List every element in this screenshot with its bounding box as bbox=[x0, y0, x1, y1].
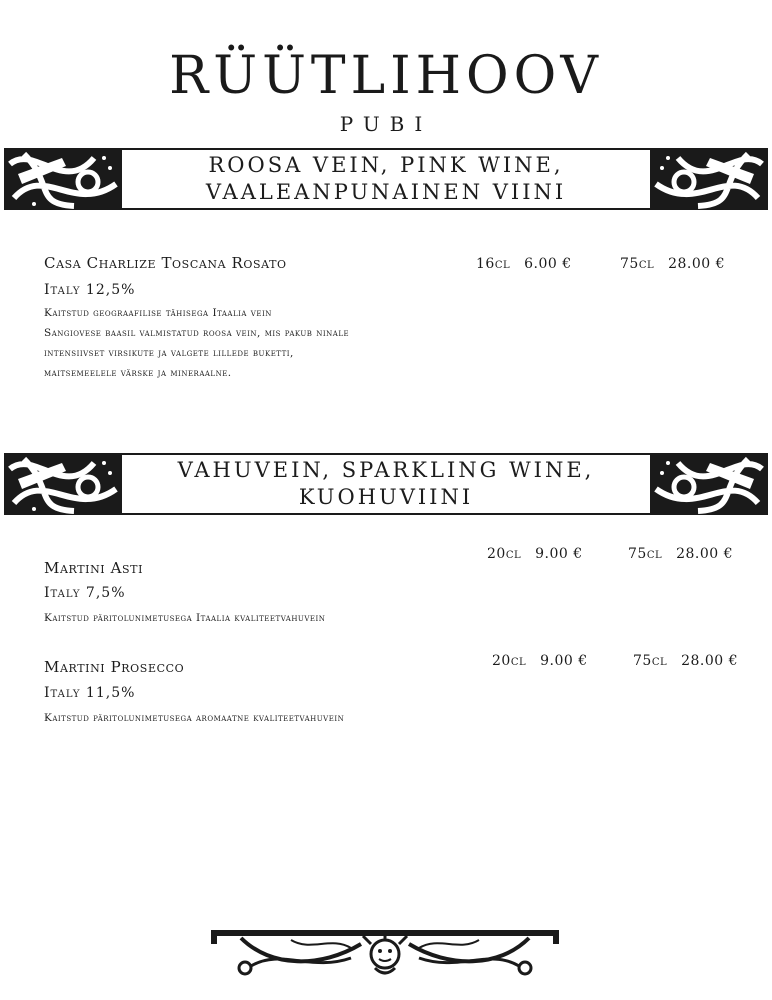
section-banner-rose bbox=[4, 144, 768, 216]
wine-price-bottle bbox=[620, 256, 725, 272]
wine-price-small bbox=[476, 256, 572, 272]
description-line: Kaitstud geograafilise tähisega Itaalia vein bbox=[44, 307, 272, 319]
description-line: Kaitstud päritolunimetusega Itaalia kvaliteetvahuvein bbox=[44, 612, 326, 624]
wine-origin: Italy 11,5% bbox=[44, 685, 136, 701]
price-amount: 28.00 € bbox=[676, 546, 734, 562]
wine-name: Martini Prosecco bbox=[44, 658, 185, 676]
wine-description bbox=[44, 303, 349, 383]
price-amount: 9.00 € bbox=[535, 546, 583, 562]
price-amount: 6.00 € bbox=[524, 256, 572, 272]
section-heading-rose bbox=[122, 148, 650, 210]
wine-price-bottle bbox=[628, 546, 733, 562]
section-heading-sparkling bbox=[122, 453, 650, 515]
price-volume: 75cl bbox=[628, 546, 663, 562]
price-amount: 28.00 € bbox=[681, 653, 739, 669]
description-line: intensiivset virsikute ja valgete lillede buketti, bbox=[44, 347, 294, 359]
foliage-mask-ornament-icon bbox=[211, 928, 559, 978]
celtic-knot-ornament-icon bbox=[650, 449, 768, 521]
celtic-knot-ornament-icon bbox=[650, 144, 768, 216]
price-amount: 28.00 € bbox=[668, 256, 726, 272]
wine-name: Casa Charlize Toscana Rosato bbox=[44, 254, 287, 272]
section-banner-sparkling bbox=[4, 449, 768, 521]
description-line: Kaitstud päritolunimetusega aromaatne kvaliteetvahuvein bbox=[44, 712, 345, 724]
description-line: Sangiovese baasil valmistatud roosa vein, mis pakub ninale bbox=[44, 327, 350, 339]
section-heading-line: ROOSA VEIN, PINK WINE, bbox=[208, 153, 564, 177]
wine-origin: Italy 12,5% bbox=[44, 282, 136, 298]
price-volume: 16cl bbox=[476, 256, 511, 272]
section-heading-line: VAHUVEIN, SPARKLING WINE, bbox=[177, 458, 595, 482]
price-amount: 9.00 € bbox=[540, 653, 588, 669]
section-heading-line: VAALEANPUNAINEN VIINI bbox=[205, 180, 567, 204]
wine-price-small bbox=[487, 546, 583, 562]
celtic-knot-ornament-icon bbox=[4, 449, 122, 521]
description-line: maitsemeelele värske ja mineraalne. bbox=[44, 367, 232, 379]
price-volume: 75cl bbox=[633, 653, 668, 669]
menu-title: RÜÜTLIHOOV bbox=[169, 46, 603, 106]
wine-description bbox=[44, 608, 325, 628]
wine-description bbox=[44, 708, 344, 728]
wine-price-bottle bbox=[633, 653, 738, 669]
wine-name: Martini Asti bbox=[44, 559, 144, 577]
price-volume: 20cl bbox=[487, 546, 522, 562]
price-volume: 20cl bbox=[492, 653, 527, 669]
price-volume: 75cl bbox=[620, 256, 655, 272]
celtic-knot-ornament-icon bbox=[4, 144, 122, 216]
wine-price-small bbox=[492, 653, 588, 669]
wine-origin: Italy 7,5% bbox=[44, 585, 126, 601]
menu-subtitle: PUBI bbox=[339, 112, 433, 136]
section-heading-line: KUOHUVIINI bbox=[298, 485, 474, 509]
